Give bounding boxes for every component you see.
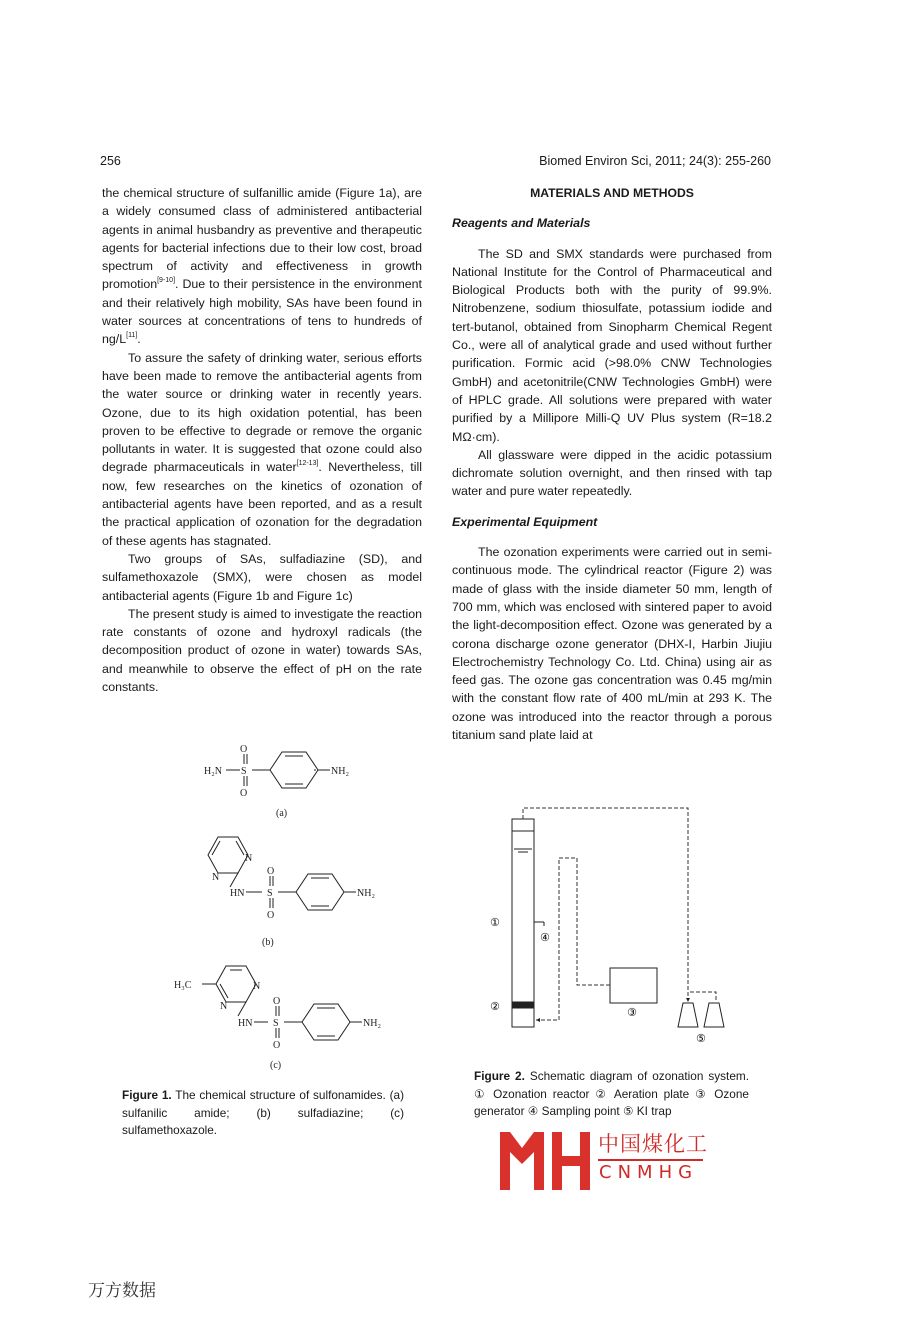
atom-o: O bbox=[240, 788, 248, 799]
citation[interactable]: [9-10] bbox=[157, 277, 176, 285]
panel-label-b: (b) bbox=[262, 937, 274, 948]
figure-1-structures bbox=[174, 740, 390, 1071]
watermark-logo bbox=[500, 1128, 720, 1190]
marker-3: ③ bbox=[627, 1007, 637, 1019]
citation[interactable]: [12-13] bbox=[296, 460, 319, 468]
watermark-english: CNMHG bbox=[599, 1162, 699, 1183]
marker-4: ④ bbox=[540, 932, 550, 944]
atom-o: O bbox=[267, 866, 275, 877]
section-title: MATERIALS AND METHODS bbox=[530, 186, 694, 200]
paragraph: The ozonation experiments were carried out in semi-continuous mode. The cylindrical reactor (Figure 2) was made of glass with the inside diameter 50 mm, length of 700 mm, which was enclosed with sintered paper to avoid the light-decomposition effect. Ozone was generated by a corona discharge ozone generator (DHX-I, Harbin Jiujiu Electrochemistry Technology Co. Ltd. China) using air as feed gas. The ozone gas concentration was 0.45 mg/min with the constant flow rate of 400 mL/min at 293 K. The ozone was introduced into the reactor through a porous titanium sand plate laid at bbox=[452, 545, 772, 743]
atom-o: O bbox=[267, 910, 275, 921]
watermark-chinese: 中国煤化工 bbox=[598, 1132, 708, 1156]
atom-h2n: H₂N bbox=[204, 766, 222, 777]
caption-label: Figure 1. bbox=[122, 1088, 172, 1102]
running-head: Biomed Environ Sci, 2011; 24(3): 255-260 bbox=[539, 154, 771, 168]
figure-2-schematic bbox=[490, 800, 720, 1050]
left-column bbox=[102, 184, 422, 696]
ki-trap bbox=[678, 1003, 698, 1027]
subsection-title: Reagents and Materials bbox=[452, 216, 591, 231]
atom-s: S bbox=[241, 766, 247, 777]
paragraph: All glassware were dipped in the acidic potassium dichromate solution overnight, and then rinsed with tap water and pure water repeatedly. bbox=[452, 447, 772, 499]
atom-hn: HN bbox=[230, 888, 245, 899]
caption-label: Figure 2. bbox=[474, 1069, 525, 1083]
atom-o: O bbox=[273, 996, 281, 1007]
atom-nh2: NH₂ bbox=[363, 1018, 381, 1029]
atom-nh2: NH₂ bbox=[331, 766, 349, 777]
citation[interactable]: [11] bbox=[126, 332, 138, 340]
structure-b bbox=[208, 837, 356, 910]
paragraph: To assure the safety of drinking water, serious efforts have been made to remove the antibacterial agents from the water source or drinking water in recently years. Ozone, due to its high oxidation potential, has been proven to be effective to degrade or remove the organic pollutants in water. It is suggested that ozone could also degrade pharmaceuticals in water[12-13]. Nevertheless, till now, few researches on the kinetics of ozonation of antibacterial agents have been reported, and as a result the practical application of ozonation for the degradation of these agents has stagnated. bbox=[102, 350, 422, 548]
ozone-generator bbox=[610, 968, 657, 1003]
ozonation-reactor bbox=[512, 819, 534, 1027]
paragraph: The present study is aimed to investigate the reaction rate constants of ozone and hydroxyl radicals (the decomposition product of ozone in water) towards SAs, and meanwhile to observe the effect of pH on the rate constants. bbox=[102, 606, 422, 695]
figure-1-caption: Figure 1. The chemical structure of sulfonamides. (a) sulfanilic amide; (b) sulfadiazine; (c) sulfamethoxazole. bbox=[122, 1088, 405, 1137]
panel-label-a: (a) bbox=[276, 808, 288, 819]
aeration-plate bbox=[512, 1002, 534, 1008]
watermark-divider bbox=[598, 1159, 703, 1161]
marker-5: ⑤ bbox=[696, 1033, 706, 1045]
atom-o: O bbox=[273, 1040, 281, 1051]
atom-s: S bbox=[273, 1018, 279, 1029]
atom-nh2: NH₂ bbox=[357, 888, 375, 899]
panel-label-c: (c) bbox=[270, 1060, 282, 1071]
figure-2-caption: Figure 2. Schematic diagram of ozonation system. ① Ozonation reactor ② Aeration plate ③ Ozone generator ④ Sampling point ⑤ KI trap bbox=[474, 1069, 749, 1118]
marker-2: ② bbox=[490, 1001, 500, 1013]
atom-n: N bbox=[220, 1001, 228, 1012]
atom-s: S bbox=[267, 888, 273, 899]
marker-1: ① bbox=[490, 917, 500, 929]
subsection-title: Experimental Equipment bbox=[452, 514, 598, 529]
paragraph: Two groups of SAs, sulfadiazine (SD), and sulfamethoxazole (SMX), were chosen as model antibacterial agents (Figure 1b and Figure 1c) bbox=[102, 551, 422, 603]
atom-o: O bbox=[240, 744, 248, 755]
page-number: 256 bbox=[100, 154, 121, 168]
atom-n: N bbox=[245, 853, 253, 864]
atom-h3c: H₃C bbox=[174, 980, 192, 991]
atom-hn: HN bbox=[238, 1018, 253, 1029]
paragraph: the chemical structure of sulfanillic amide (Figure 1a), are a widely consumed class of administered antibacterial agents in animal husbandry as preventive and therapeutic agents for bacterial infections due to their low cost, broad spectrum of activity and effectiveness in growth promotion[9-10]. Due to their persistence in the environment and their relatively high mobility, SAs have been found in water sources at concentrations of tens to hundreds of ng/L[11]. bbox=[102, 186, 422, 347]
footer-source: 万方数据 bbox=[88, 1281, 156, 1301]
atom-n: N bbox=[212, 872, 220, 883]
mh-logo-icon bbox=[500, 1128, 592, 1190]
paragraph: The SD and SMX standards were purchased from National Institute for the Control of Pharmaceutical and Biological Products both with the purity of 99.9%. Nitrobenzene, sodium thiosulfate, potassium iodide and tert-butanol, obtained from Sinopharm Chemical Regent Co., were all of analytical grade and used without further purification. Formic acid (>98.0% CNW Technologies GmbH) and acetonitrile(CNW Technologies GmbH) were of HPLC grade. All solutions were prepared with water purified by a Millipore Milli-Q UV Plus system (R=18.2 MΩ·cm). bbox=[452, 246, 772, 444]
right-column bbox=[452, 184, 772, 744]
atom-n: N bbox=[253, 981, 261, 992]
ki-trap bbox=[704, 1003, 724, 1027]
